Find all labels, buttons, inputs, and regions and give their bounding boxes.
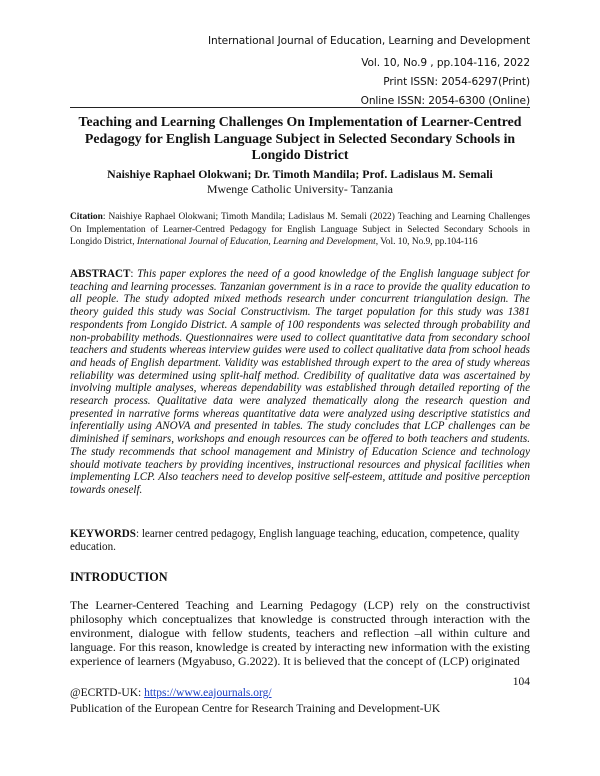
- page-number: 104: [512, 676, 530, 688]
- abstract-label: ABSTRACT: [70, 268, 131, 280]
- abstract-text: This paper explores the need of a good knowledge of the English language subject for teaching and learning processes. Tanzanian government is in a race to provide the quality education to all people. The study adopted mixed methods research under concurrent triangulation design. The theory guided this study was Social Constructivism. The target population for this study was 1381 respondents from Longido District. A sample of 100 respondents was selected through probability and non-probability methods. Questionnaires were used to collect quantitative data from secondary school teachers and students whereas interview guides were used to collect qualitative data from school heads and heads of English department. Validity was established through expert to the area of study whereas reliability was determined using split-half method. Credibility of qualitative data was ascertained by involving multiple analyses, whereas dependability was established through detailed reporting of the research process. Qualitative data were analyzed thematically along the research question and presented in narrative forms whereas quantitative data were analyzed using descriptive statistics and inferentially using ANOVA and presented in tables. The study concludes that LCP challenges can be diminished if seminars, workshops and enough resources can be offered to both teachers and students. The study recommends that school management and Ministry of Education Science and technology should motivate teachers by providing incentives, instructional resources and physical facilities when implementing LCP. Also teachers need to develop positive self-esteem, attitude and positive perception towards oneself.: [70, 268, 530, 496]
- journal-url-link[interactable]: https://www.eajournals.org/: [144, 687, 272, 699]
- introduction-heading: INTRODUCTION: [70, 570, 168, 584]
- citation-text: Naishiye Raphael Olokwani; Timoth Mandila; Ladislaus M. Semali (2022) Teaching and Learning Challenges On Implementation of Learner-Centred Pedagogy for English Language Subject in Selected Secondary Schools in Longido District,: [70, 212, 531, 248]
- keywords-text: learner centred pedagogy, English language teaching, education, competence, quality education.: [70, 528, 520, 553]
- print-issn: Print ISSN: 2054-6297(Print): [383, 76, 530, 88]
- keywords-separator: :: [135, 528, 142, 540]
- citation-block: [70, 211, 530, 249]
- abstract-separator: :: [130, 268, 138, 280]
- abstract-block: [70, 268, 530, 497]
- online-issn: Online ISSN: 2054-6300 (Online): [360, 95, 530, 107]
- affiliation: Mwenge Catholic University- Tanzania: [206, 182, 393, 196]
- footer-prefix: @ECRTD-UK:: [70, 687, 145, 699]
- author-list: Naishiye Raphael Olokwani; Dr. Timoth Mandila; Prof. Ladislaus M. Semali: [107, 167, 493, 181]
- citation-label: Citation: [70, 212, 103, 222]
- journal-name: International Journal of Education, Learning and Development: [207, 35, 530, 47]
- keywords-block: [70, 528, 530, 553]
- paper-title: Teaching and Learning Challenges On Implementation of Learner-Centred Pedagogy for English Language Subject in Selected Secondary Schools in Longido District: [78, 114, 522, 162]
- citation-volume: , Vol. 10, No.9, pp.104-116: [375, 237, 478, 248]
- citation-separator: :: [102, 212, 109, 222]
- keywords-label: KEYWORDS: [70, 528, 136, 540]
- header-rule: [70, 107, 530, 108]
- footer-publisher-link-line: [70, 687, 272, 699]
- introduction-text: The Learner-Centered Teaching and Learning Pedagogy (LCP) rely on the constructivist philosophy which conceptualizes that knowledge is constructed through interaction with the environment, dialogue with fellow students, teachers and reflection –all within culture and language. For this reason, knowledge is created by interacting new information with the existing experience of learners (Mgyabuso, G.2022). It is believed that the concept of (LCP) originated: [70, 598, 530, 668]
- citation-journal: International Journal of Education, Learning and Development: [136, 237, 376, 248]
- volume-info: Vol. 10, No.9 , pp.104-116, 2022: [361, 57, 530, 69]
- footer-publisher: Publication of the European Centre for Research Training and Development-UK: [70, 703, 441, 715]
